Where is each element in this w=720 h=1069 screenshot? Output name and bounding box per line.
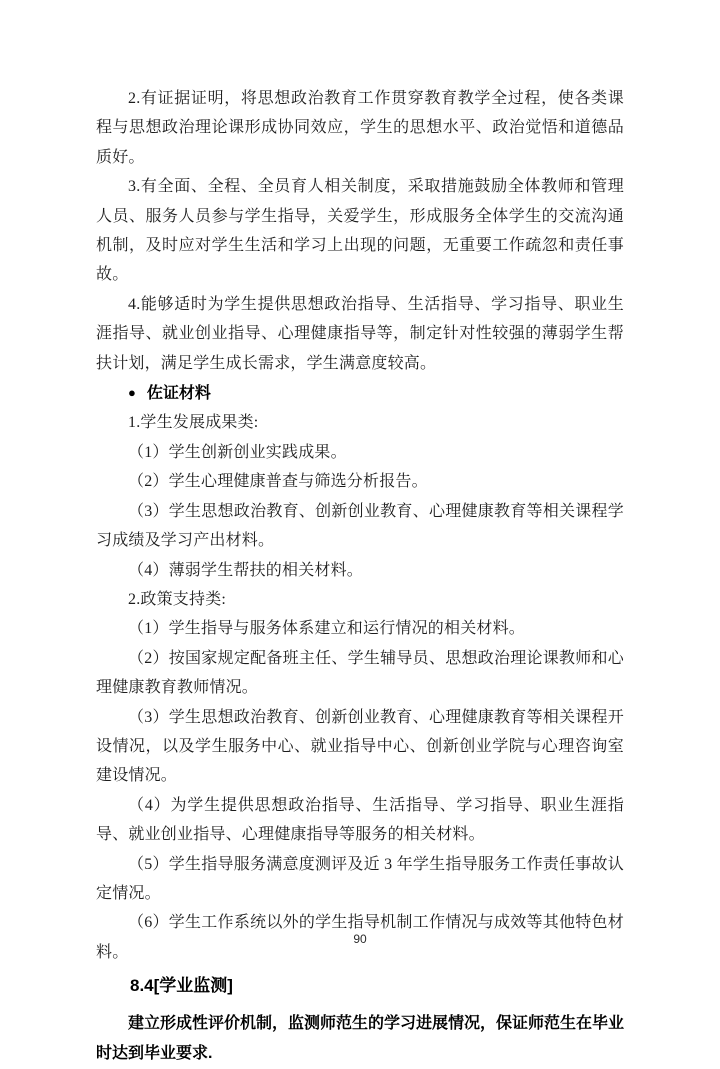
paragraph: 3.有全面、全程、全员育人相关制度，采取措施鼓励全体教师和管理人员、服务人员参与学生指导，关爱学生，形成服务全体学生的交流沟通机制，及时应对学生生活和学习上出现的问题，无重要工作疏忽和责任事故。 xyxy=(96,178,624,284)
paragraph: （4）为学生提供思想政治指导、生活指导、学习指导、职业生涯指导、就业创业指导、心理健康指导等服务的相关材料。 xyxy=(96,796,624,844)
paragraph: （1）学生创新创业实践成果。 xyxy=(128,443,347,461)
emphasis-paragraph: 建立形成性评价机制，监测师范生的学习进展情况，保证师范生在毕业时达到毕业要求. xyxy=(96,1014,625,1062)
paragraph: （3）学生思想政治教育、创新创业教育、心理健康教育等相关课程开设情况，以及学生服务中心、就业指导中心、创新创业学院与心理咨询室建设情况。 xyxy=(96,708,624,785)
evidence-materials-heading xyxy=(96,378,624,408)
section-heading: 8.4[学业监测] xyxy=(130,976,233,996)
paragraph: （1）学生指导与服务体系建立和运行情况的相关材料。 xyxy=(128,620,526,638)
evidence-materials-label: 佐证材料 xyxy=(146,385,211,403)
paragraph: 2.有证据证明，将思想政治教育工作贯穿教育教学全过程，使各类课程与思想政治理论课形成协同效应，学生的思想水平、政治觉悟和道德品质好。 xyxy=(96,90,624,166)
paragraph: 4.能够适时为学生提供思想政治指导、生活指导、学习指导、职业生涯指导、就业创业指导、心理健康指导等，制定针对性较强的薄弱学生帮扶计划，满足学生成长需求，学生满意度较高。 xyxy=(96,295,624,372)
document-body xyxy=(96,84,624,1069)
paragraph: （6）学生工作系统以外的学生指导机制工作情况与成效等其他特色材料。 xyxy=(96,914,624,961)
paragraph: 2.政策支持类: xyxy=(128,590,227,608)
paragraph: （4）薄弱学生帮扶的相关材料。 xyxy=(128,561,364,579)
paragraph: （5）学生指导服务满意度测评及近 3 年学生指导服务工作责任事故认定情况。 xyxy=(96,855,624,902)
paragraph: （2）学生心理健康普查与筛选分析报告。 xyxy=(128,473,428,491)
paragraph: （2）按国家规定配备班主任、学生辅导员、思想政治理论课教师和心理健康教育教师情况。 xyxy=(96,649,624,697)
bullet-icon: ● xyxy=(128,385,136,401)
paragraph: （3）学生思想政治教育、创新创业教育、心理健康教育等相关课程学习成绩及学习产出材料。 xyxy=(96,502,624,550)
page-number: 90 xyxy=(353,932,367,946)
paragraph: 1.学生发展成果类: xyxy=(128,414,259,432)
